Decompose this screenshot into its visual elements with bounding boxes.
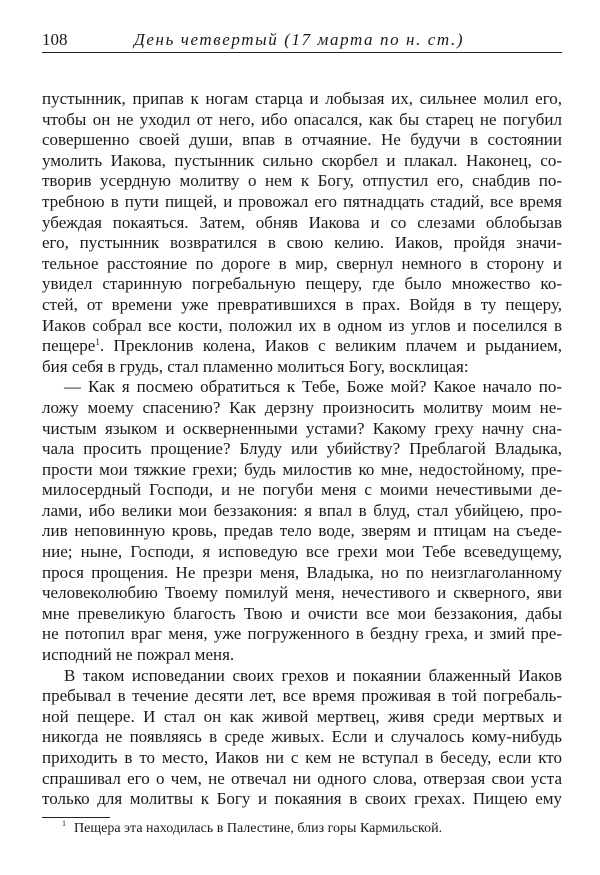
text-line	[42, 645, 562, 666]
text-line	[42, 192, 562, 213]
running-header	[42, 30, 562, 53]
line-text: лами, ибо велики мои беззакония: я впал в блуд, стал убийцею, про-	[42, 500, 562, 520]
line-text: только для молитвы к Богу и покаяния в своих грехах. Пищею ему	[42, 789, 562, 809]
line-text: прося прощения. Не презри меня, Владыка, но по неизглаголанному	[42, 562, 562, 582]
line-text: чтобы он не уходил от него, ибо опасался, как бы старец не погубил	[42, 109, 562, 129]
text-line	[42, 460, 562, 481]
line-text: творив усердную молитву о нем к Богу, отпустил его, снабдив по-	[42, 171, 562, 191]
line-text: его, пустынник возвратился в свою келию. Иаков, пройдя значи-	[42, 233, 562, 253]
line-text: совершенно своей души, впав в отчаяние. Не будучи в состоянии	[42, 130, 562, 150]
footnote-text: Пещера эта находилась в Палестине, близ горы Кармильской.	[74, 821, 443, 836]
text-line	[42, 151, 562, 172]
text-line	[42, 233, 562, 254]
line-text: приходить в то место, Иаков ни с кем не вступал в беседу, если кто	[42, 748, 562, 767]
line-text: пребывал в течение десяти лет, все время проживая в той погребаль-	[42, 686, 562, 706]
line-text: чала просить прощение? Блуду или убийству? Преблагой Владыка,	[42, 439, 562, 459]
text-line	[42, 89, 562, 110]
text-line	[42, 707, 562, 728]
line-text: ной пещере. И стал он как живой мертвец, живя среди мертвых и	[42, 706, 562, 726]
line-text: мне превеликую благость Твою и очисти все мои беззакония, дабы	[42, 603, 562, 623]
line-text: прости мои тяжкие грехи; будь милостив ко мне, недостойному, пре-	[42, 459, 562, 479]
line-text: требною в пути пищей, и провожал его пятнадцать стадий, все время	[42, 191, 562, 211]
text-line	[42, 295, 562, 316]
text-line	[42, 213, 562, 234]
text-line	[42, 316, 562, 337]
line-text: тельное расстояние по дороге в мир, свернул немного в сторону и	[42, 253, 562, 273]
text-line	[42, 398, 562, 419]
line-text: пустынник, припав к ногам старца и лобызая их, сильнее молил его,	[42, 89, 562, 108]
footnote-marker: 1	[62, 819, 66, 828]
text-line	[42, 171, 562, 192]
text-line	[42, 521, 562, 542]
text-line	[42, 377, 562, 398]
line-text: не потопил враг меня, уже погруженного в бездну греха, и змий пре-	[42, 624, 562, 644]
text-line	[42, 439, 562, 460]
text-line	[42, 480, 562, 501]
text-line	[42, 110, 562, 131]
line-text: В таком исповедании своих грехов и покаянии блаженный Иаков	[64, 665, 562, 685]
text-line	[42, 583, 562, 604]
text-line	[42, 542, 562, 563]
text-line	[42, 357, 562, 378]
line-text: убеждая покаяться. Затем, обняв Иакова и со слезами облобызав	[42, 212, 562, 232]
text-line	[42, 604, 562, 625]
line-text: умолить Иакова, пустынник сильно скорбел и плакал. Наконец, со-	[42, 150, 562, 170]
line-text: спрашивал его о чем, не отвечал ни одного слова, отверзая свои уста	[42, 768, 562, 788]
footnote-reference[interactable]: 1	[95, 337, 100, 348]
line-text: пещере	[42, 336, 96, 356]
line-text: . Преклонив колена, Иаков с великим плачем и рыданием,	[99, 336, 562, 356]
running-title: День четвертый (17 марта по н. ст.)	[134, 30, 465, 49]
text-line	[42, 748, 562, 769]
text-line	[42, 624, 562, 645]
line-text: никогда не появляясь в среде живых. Если и случалось кому-нибудь	[42, 727, 562, 747]
text-line	[42, 666, 562, 687]
line-text: лив неповинную кровь, предав тело воде, зверям и птицам на съеде-	[42, 521, 562, 541]
text-line	[42, 274, 562, 295]
line-text: стей, от времени уже превратившихся в прах. Войдя в ту пещеру,	[42, 294, 562, 314]
text-line	[42, 501, 562, 522]
line-text: Иаков собрал все кости, положил их в одном из углов и поселился в	[42, 315, 562, 335]
line-text: ложу моему спасению? Как дерзну произносить молитву моим не-	[42, 397, 562, 417]
line-text: бия себя в грудь, стал пламенно молиться Богу, восклицая:	[42, 356, 469, 376]
page-number: 108	[42, 30, 68, 49]
footnote	[62, 821, 442, 837]
line-text: исподний не пожрал меня.	[42, 645, 235, 665]
line-text: человеколюбию Твоему помилуй меня, нечестивого и скверного, яви	[42, 583, 562, 603]
line-text: ние; ныне, Господи, я исповедую все грехи мои Тебе всеведущему,	[42, 542, 562, 562]
line-text: чистым языком и оскверненными устами? Какому греху начну сна-	[42, 418, 562, 438]
text-line	[42, 563, 562, 584]
footnote-divider	[42, 817, 110, 818]
text-line	[42, 769, 562, 790]
text-line	[42, 254, 562, 275]
text-line	[42, 419, 562, 440]
line-text: — Как я посмею обратиться к Тебе, Боже мой? Какое начало по-	[64, 377, 562, 397]
text-line	[42, 130, 562, 151]
text-line	[42, 336, 562, 357]
text-line	[42, 789, 562, 810]
line-text: увидел старинную погребальную пещеру, где было множество ко-	[42, 274, 562, 294]
text-line	[42, 727, 562, 748]
body-text	[42, 89, 562, 810]
text-line	[42, 686, 562, 707]
line-text: милосердный Господи, и не погуби меня с моими нечестивыми де-	[42, 480, 562, 500]
